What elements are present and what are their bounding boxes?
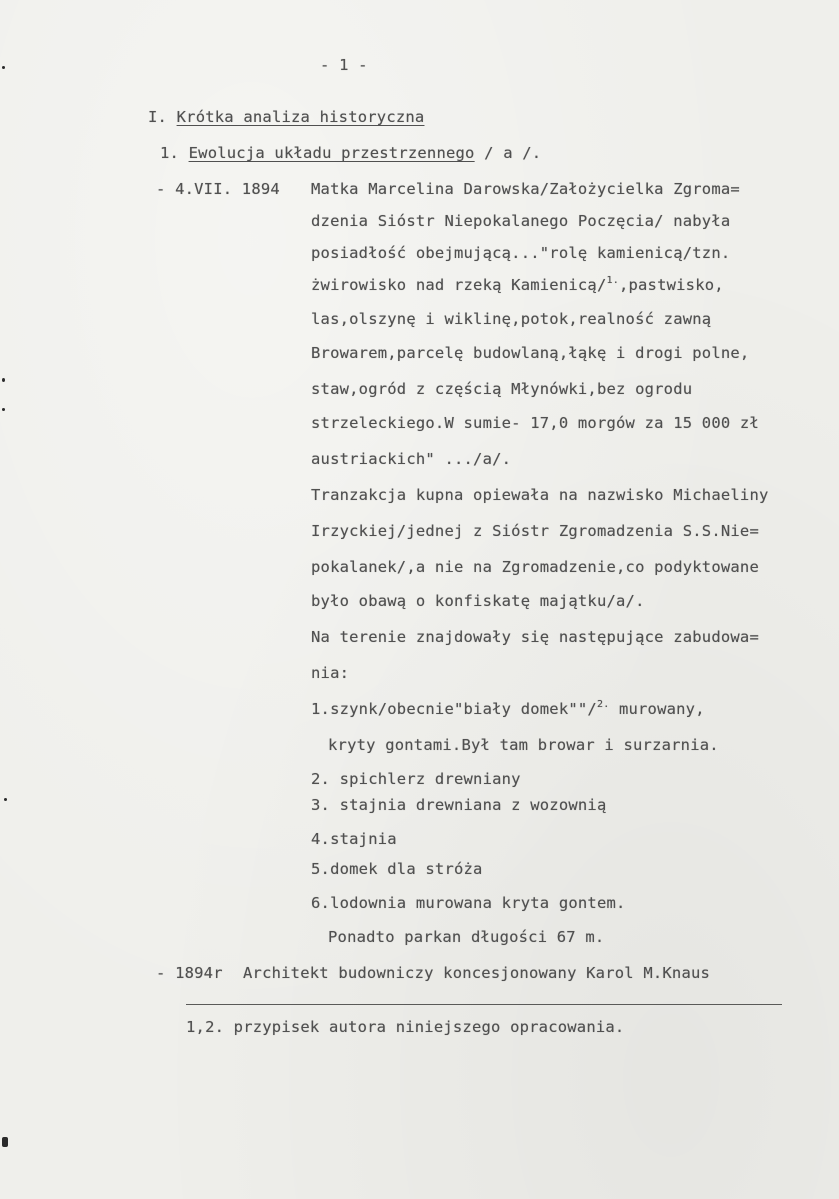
entry-date-marker: - 1894r (156, 964, 223, 982)
entry-text-line: Architekt budowniczy koncesjonowany Karol M.Knaus (243, 964, 711, 982)
building-item-2: 2. spichlerz drewniany (311, 770, 521, 788)
building-item-3: 3. stajnia drewniana z wozownią (311, 796, 607, 814)
entry-text-line: posiadłość obejmującą..."rolę kamienicą/tzn. (311, 244, 731, 262)
entry-text-line: Tranzakcja kupna opiewała na nazwisko Michaeliny (311, 486, 769, 504)
entry-text-line: było obawą o konfiskatę majątku/a/. (311, 592, 645, 610)
section-heading (148, 108, 424, 126)
footnote-text: 1,2. przypisek autora niniejszego opracowania. (186, 1018, 625, 1036)
page-number: - 1 - (320, 56, 368, 74)
entry-text-line: Browarem,parcelę budowlaną,łąkę i drogi polne, (311, 344, 750, 362)
subsection-heading (160, 144, 541, 162)
footnote-separator (186, 1004, 782, 1005)
building-item-5: 5.domek dla stróża (311, 860, 483, 878)
binder-hole-mark (2, 1137, 8, 1147)
building-item-1-continuation: kryty gontami.Był tam browar i surzarnia. (328, 736, 719, 754)
building-item-1 (311, 700, 705, 721)
entry-date-marker: - 4.VII. 1894 (156, 180, 280, 198)
section-number: I. (148, 108, 168, 126)
binder-hole-mark (2, 378, 5, 382)
entry-text-fragment: żwirowisko nad rzeką Kamienicą/ (311, 276, 607, 294)
footnote-ref: 1. (606, 275, 619, 286)
building-item-text: 1.szynk/obecnie"biały domek""/ (311, 700, 597, 718)
entry-text-line: austriackich" .../a/. (311, 450, 512, 468)
subsection-title: Ewolucja układu przestrzennego (188, 144, 475, 162)
entry-text-line: strzeleckiego.W sumie- 17,0 morgów za 15 000 zł (311, 414, 759, 432)
entry-text-line: Na terenie znajdowały się następujące zabudowa= (311, 628, 759, 646)
section-title: Krótka analiza historyczna (176, 108, 425, 126)
binder-hole-mark (2, 66, 5, 69)
building-item-text: murowany, (609, 700, 705, 718)
footnote-ref: 2. (596, 699, 610, 710)
binder-hole-mark (2, 408, 5, 411)
subsection-number: 1. (160, 144, 180, 162)
entry-text-line: las,olszynę i wiklinę,potok,realność zawną (311, 310, 712, 328)
entry-text-line: dzenia Sióstr Niepokalanego Poczęcia/ nabyła (311, 212, 731, 230)
entry-text-line: Matka Marcelina Darowska/Założycielka Zgroma= (311, 180, 740, 198)
binder-hole-mark (4, 798, 7, 801)
entry-text-line: pokalanek/,a nie na Zgromadzenie,co podyktowane (311, 558, 759, 576)
entry-text-line (311, 276, 724, 297)
entry-text-line: nia: (311, 664, 350, 682)
entry-text-line: staw,ogród z częścią Młynówki,bez ogrodu (311, 380, 693, 398)
fence-note: Ponadto parkan długości 67 m. (328, 928, 605, 946)
building-item-4: 4.stajnia (311, 830, 397, 848)
entry-text-line: Irzyckiej/jednej z Sióstr Zgromadzenia S.S.Nie= (311, 522, 759, 540)
building-item-6: 6.lodownia murowana kryta gontem. (311, 894, 626, 912)
entry-text-fragment: ,pastwisko, (618, 276, 724, 294)
subsection-suffix: / a /. (474, 144, 542, 162)
